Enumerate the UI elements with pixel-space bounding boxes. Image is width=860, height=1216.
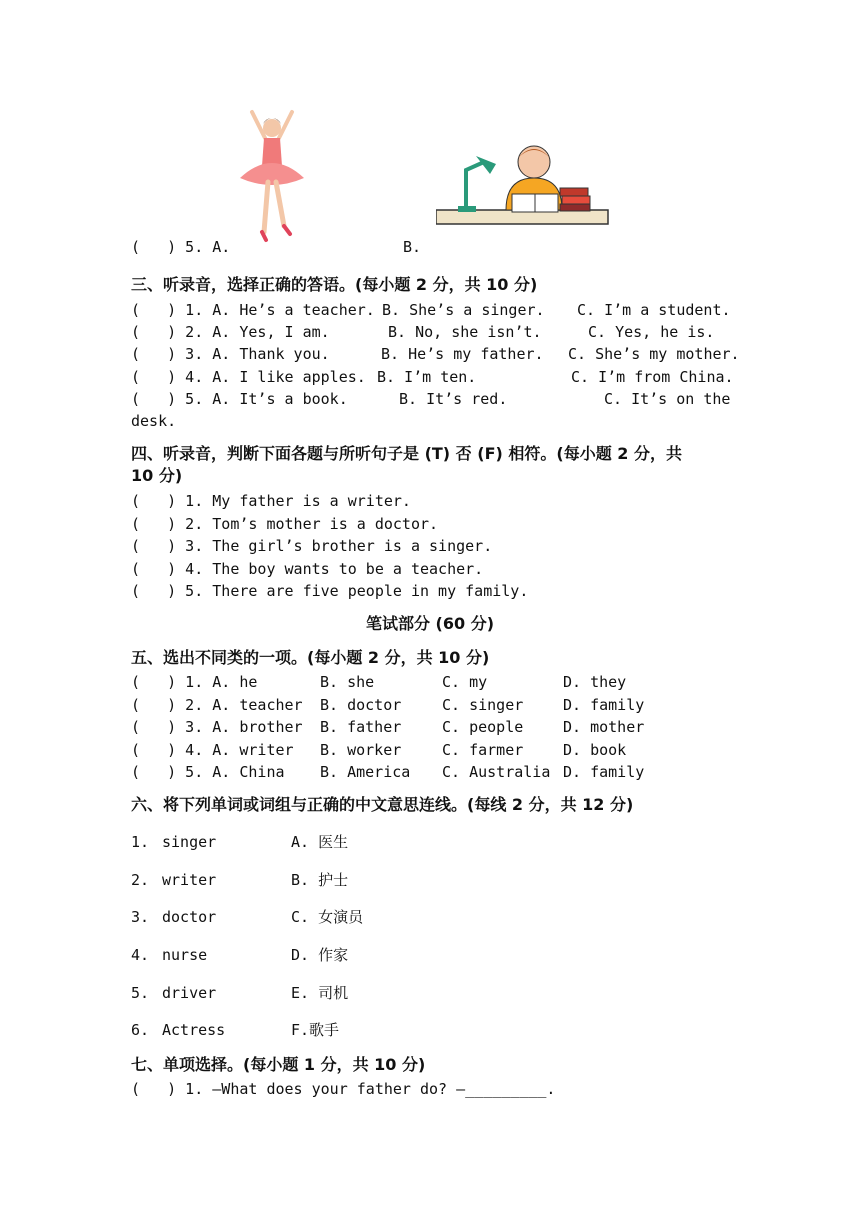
table-cell: B. America xyxy=(320,763,411,781)
list-item: ( ) 3. The girl’s brother is a singer. xyxy=(131,537,493,555)
ballerina-picture xyxy=(232,108,312,246)
list-item: ( ) 1. My father is a writer. xyxy=(131,492,411,510)
list-item: C. I’m from China. xyxy=(571,368,734,386)
match-meaning: D. 作家 xyxy=(291,946,349,964)
table-cell: B. father xyxy=(320,718,402,736)
section-5-title: 五、选出不同类的一项。(每小题 2 分，共 10 分) xyxy=(131,648,490,667)
list-item: B. It’s red. xyxy=(399,390,508,408)
table-cell: B. doctor xyxy=(320,696,402,714)
list-item: B. She’s a singer. xyxy=(382,301,545,319)
list-item-wrap: desk. xyxy=(131,412,177,430)
section-4-title-cont: 10 分) xyxy=(131,466,183,485)
match-word: Actress xyxy=(162,1021,226,1039)
match-word: writer xyxy=(162,871,217,889)
table-cell: ( ) 1. A. he xyxy=(131,673,258,691)
table-cell: D. book xyxy=(563,741,627,759)
match-number: 5. xyxy=(131,984,150,1002)
table-cell: C. my xyxy=(442,673,488,691)
section-7-title: 七、单项选择。(每小题 1 分，共 10 分) xyxy=(131,1055,426,1074)
list-item: ( ) 5. There are five people in my family. xyxy=(131,582,529,600)
list-item: B. No, she isn’t. xyxy=(388,323,542,341)
table-cell: ( ) 2. A. teacher xyxy=(131,696,303,714)
question-5-option-b: B. xyxy=(403,238,422,256)
table-cell: D. family xyxy=(563,696,645,714)
table-cell: D. they xyxy=(563,673,627,691)
list-item: ( ) 2. Tom’s mother is a doctor. xyxy=(131,515,439,533)
list-item: C. She’s my mother. xyxy=(568,345,740,363)
table-cell: ( ) 5. A. China xyxy=(131,763,285,781)
list-item: C. Yes, he is. xyxy=(588,323,715,341)
list-item: ( ) 2. A. Yes, I am. xyxy=(131,323,330,341)
list-item: ( ) 1. —What does your father do? —_________. xyxy=(131,1080,556,1098)
written-part-title: 笔试部分 (60 分) xyxy=(365,614,495,633)
table-cell: D. mother xyxy=(563,718,645,736)
list-item: ( ) 4. A. I like apples. xyxy=(131,368,366,386)
match-word: singer xyxy=(162,833,217,851)
list-item: ( ) 4. The boy wants to be a teacher. xyxy=(131,560,484,578)
match-word: nurse xyxy=(162,946,208,964)
table-cell: ( ) 4. A. writer xyxy=(131,741,294,759)
table-cell: B. worker xyxy=(320,741,402,759)
question-5-label: ( ) 5. A. xyxy=(131,238,231,256)
table-cell: C. farmer xyxy=(442,741,524,759)
list-item: ( ) 1. A. He’s a teacher. xyxy=(131,301,375,319)
match-meaning: C. 女演员 xyxy=(291,908,364,926)
match-number: 6. xyxy=(131,1021,150,1039)
table-cell: D. family xyxy=(563,763,645,781)
match-number: 1. xyxy=(131,833,150,851)
table-cell: C. Australia xyxy=(442,763,551,781)
list-item: C. I’m a student. xyxy=(577,301,731,319)
match-number: 4. xyxy=(131,946,150,964)
match-meaning: E. 司机 xyxy=(291,984,349,1002)
match-word: doctor xyxy=(162,908,217,926)
table-cell: C. singer xyxy=(442,696,524,714)
table-cell: C. people xyxy=(442,718,524,736)
list-item: B. He’s my father. xyxy=(381,345,544,363)
match-word: driver xyxy=(162,984,217,1002)
match-meaning: B. 护士 xyxy=(291,871,349,889)
list-item: ( ) 5. A. It’s a book. xyxy=(131,390,348,408)
list-item: B. I’m ten. xyxy=(377,368,477,386)
table-cell: ( ) 3. A. brother xyxy=(131,718,303,736)
list-item: ( ) 3. A. Thank you. xyxy=(131,345,330,363)
match-number: 2. xyxy=(131,871,150,889)
match-number: 3. xyxy=(131,908,150,926)
section-3-title: 三、听录音，选择正确的答语。(每小题 2 分，共 10 分) xyxy=(131,275,538,294)
boy-studying-picture xyxy=(436,140,612,252)
match-meaning: A. 医生 xyxy=(291,833,349,851)
section-6-title: 六、将下列单词或词组与正确的中文意思连线。(每线 2 分，共 12 分) xyxy=(131,795,634,814)
match-meaning: F.歌手 xyxy=(291,1021,340,1039)
table-cell: B. she xyxy=(320,673,375,691)
section-4-title: 四、听录音，判断下面各题与所听句子是 (T) 否 (F) 相符。(每小题 2 分，共 xyxy=(131,444,682,463)
list-item: C. It’s on the xyxy=(604,390,731,408)
